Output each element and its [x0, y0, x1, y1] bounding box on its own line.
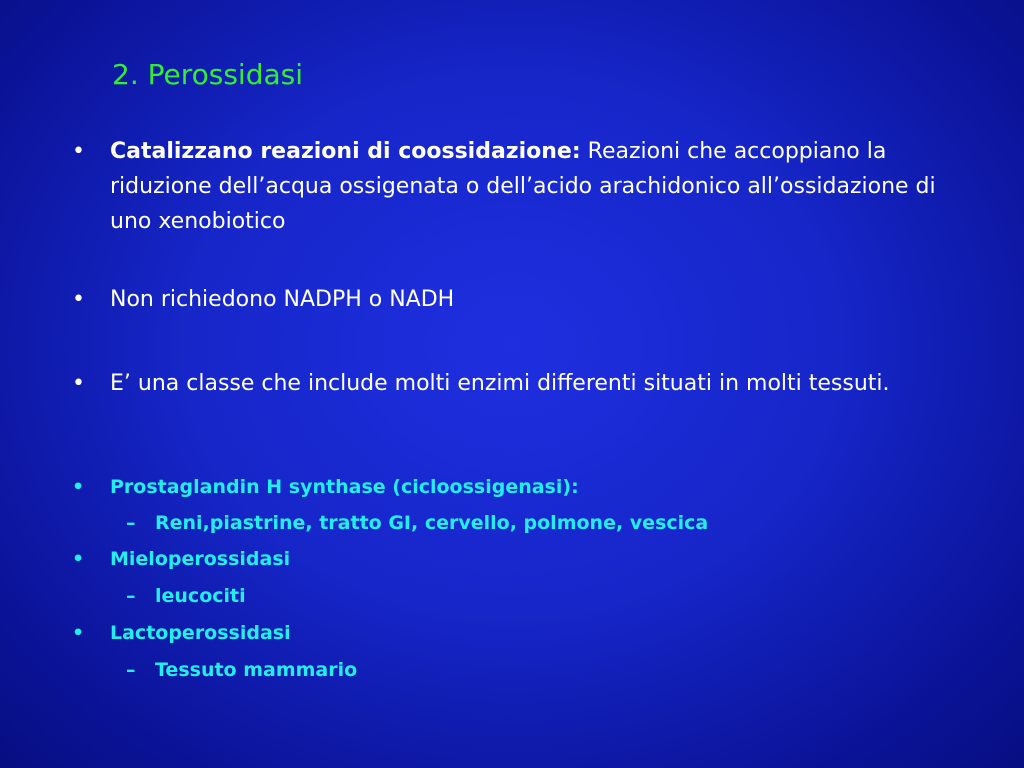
bullet-marker: •	[72, 139, 85, 164]
bullet-marker: •	[72, 371, 85, 396]
enzyme-location-text: leucociti	[155, 585, 246, 607]
bullet-coossidazione	[72, 134, 952, 239]
bullet-marker: •	[72, 476, 85, 498]
dash-marker: –	[126, 585, 136, 607]
dash-marker: –	[126, 512, 136, 534]
dash-marker: –	[126, 659, 136, 681]
bullet-text: Non richiedono NADPH o NADH	[110, 287, 455, 312]
enzyme-item	[72, 620, 291, 646]
bullet-text	[110, 134, 952, 239]
enzyme-name: Lactoperossidasi	[110, 622, 291, 644]
enzyme-location-text: Tessuto mammario	[155, 659, 358, 681]
enzyme-location-text: Reni,piastrine, tratto GI, cervello, polmone, vescica	[155, 512, 709, 534]
slide-title: 2. Perossidasi	[112, 58, 304, 91]
enzyme-location	[126, 657, 357, 683]
enzyme-item	[72, 474, 579, 500]
bullet-classe	[72, 366, 952, 401]
enzyme-location	[126, 510, 708, 536]
bullet-body: Reazioni che accoppiano la riduzione dell’acqua ossigenata o dell’acido arachidonico all’ossidazione di uno xenobiotico	[110, 139, 936, 234]
enzyme-name: Prostaglandin H synthase (cicloossigenasi):	[110, 476, 579, 498]
enzyme-item	[72, 546, 290, 572]
enzyme-location	[126, 583, 246, 609]
bullet-marker: •	[72, 548, 85, 570]
bullet-lead: Catalizzano reazioni di coossidazione:	[110, 139, 581, 164]
enzyme-name: Mieloperossidasi	[110, 548, 291, 570]
bullet-marker: •	[72, 622, 85, 644]
bullet-text: E’ una classe che include molti enzimi differenti situati in molti tessuti.	[110, 371, 890, 396]
bullet-marker: •	[72, 287, 85, 312]
bullet-nadph	[72, 282, 952, 317]
